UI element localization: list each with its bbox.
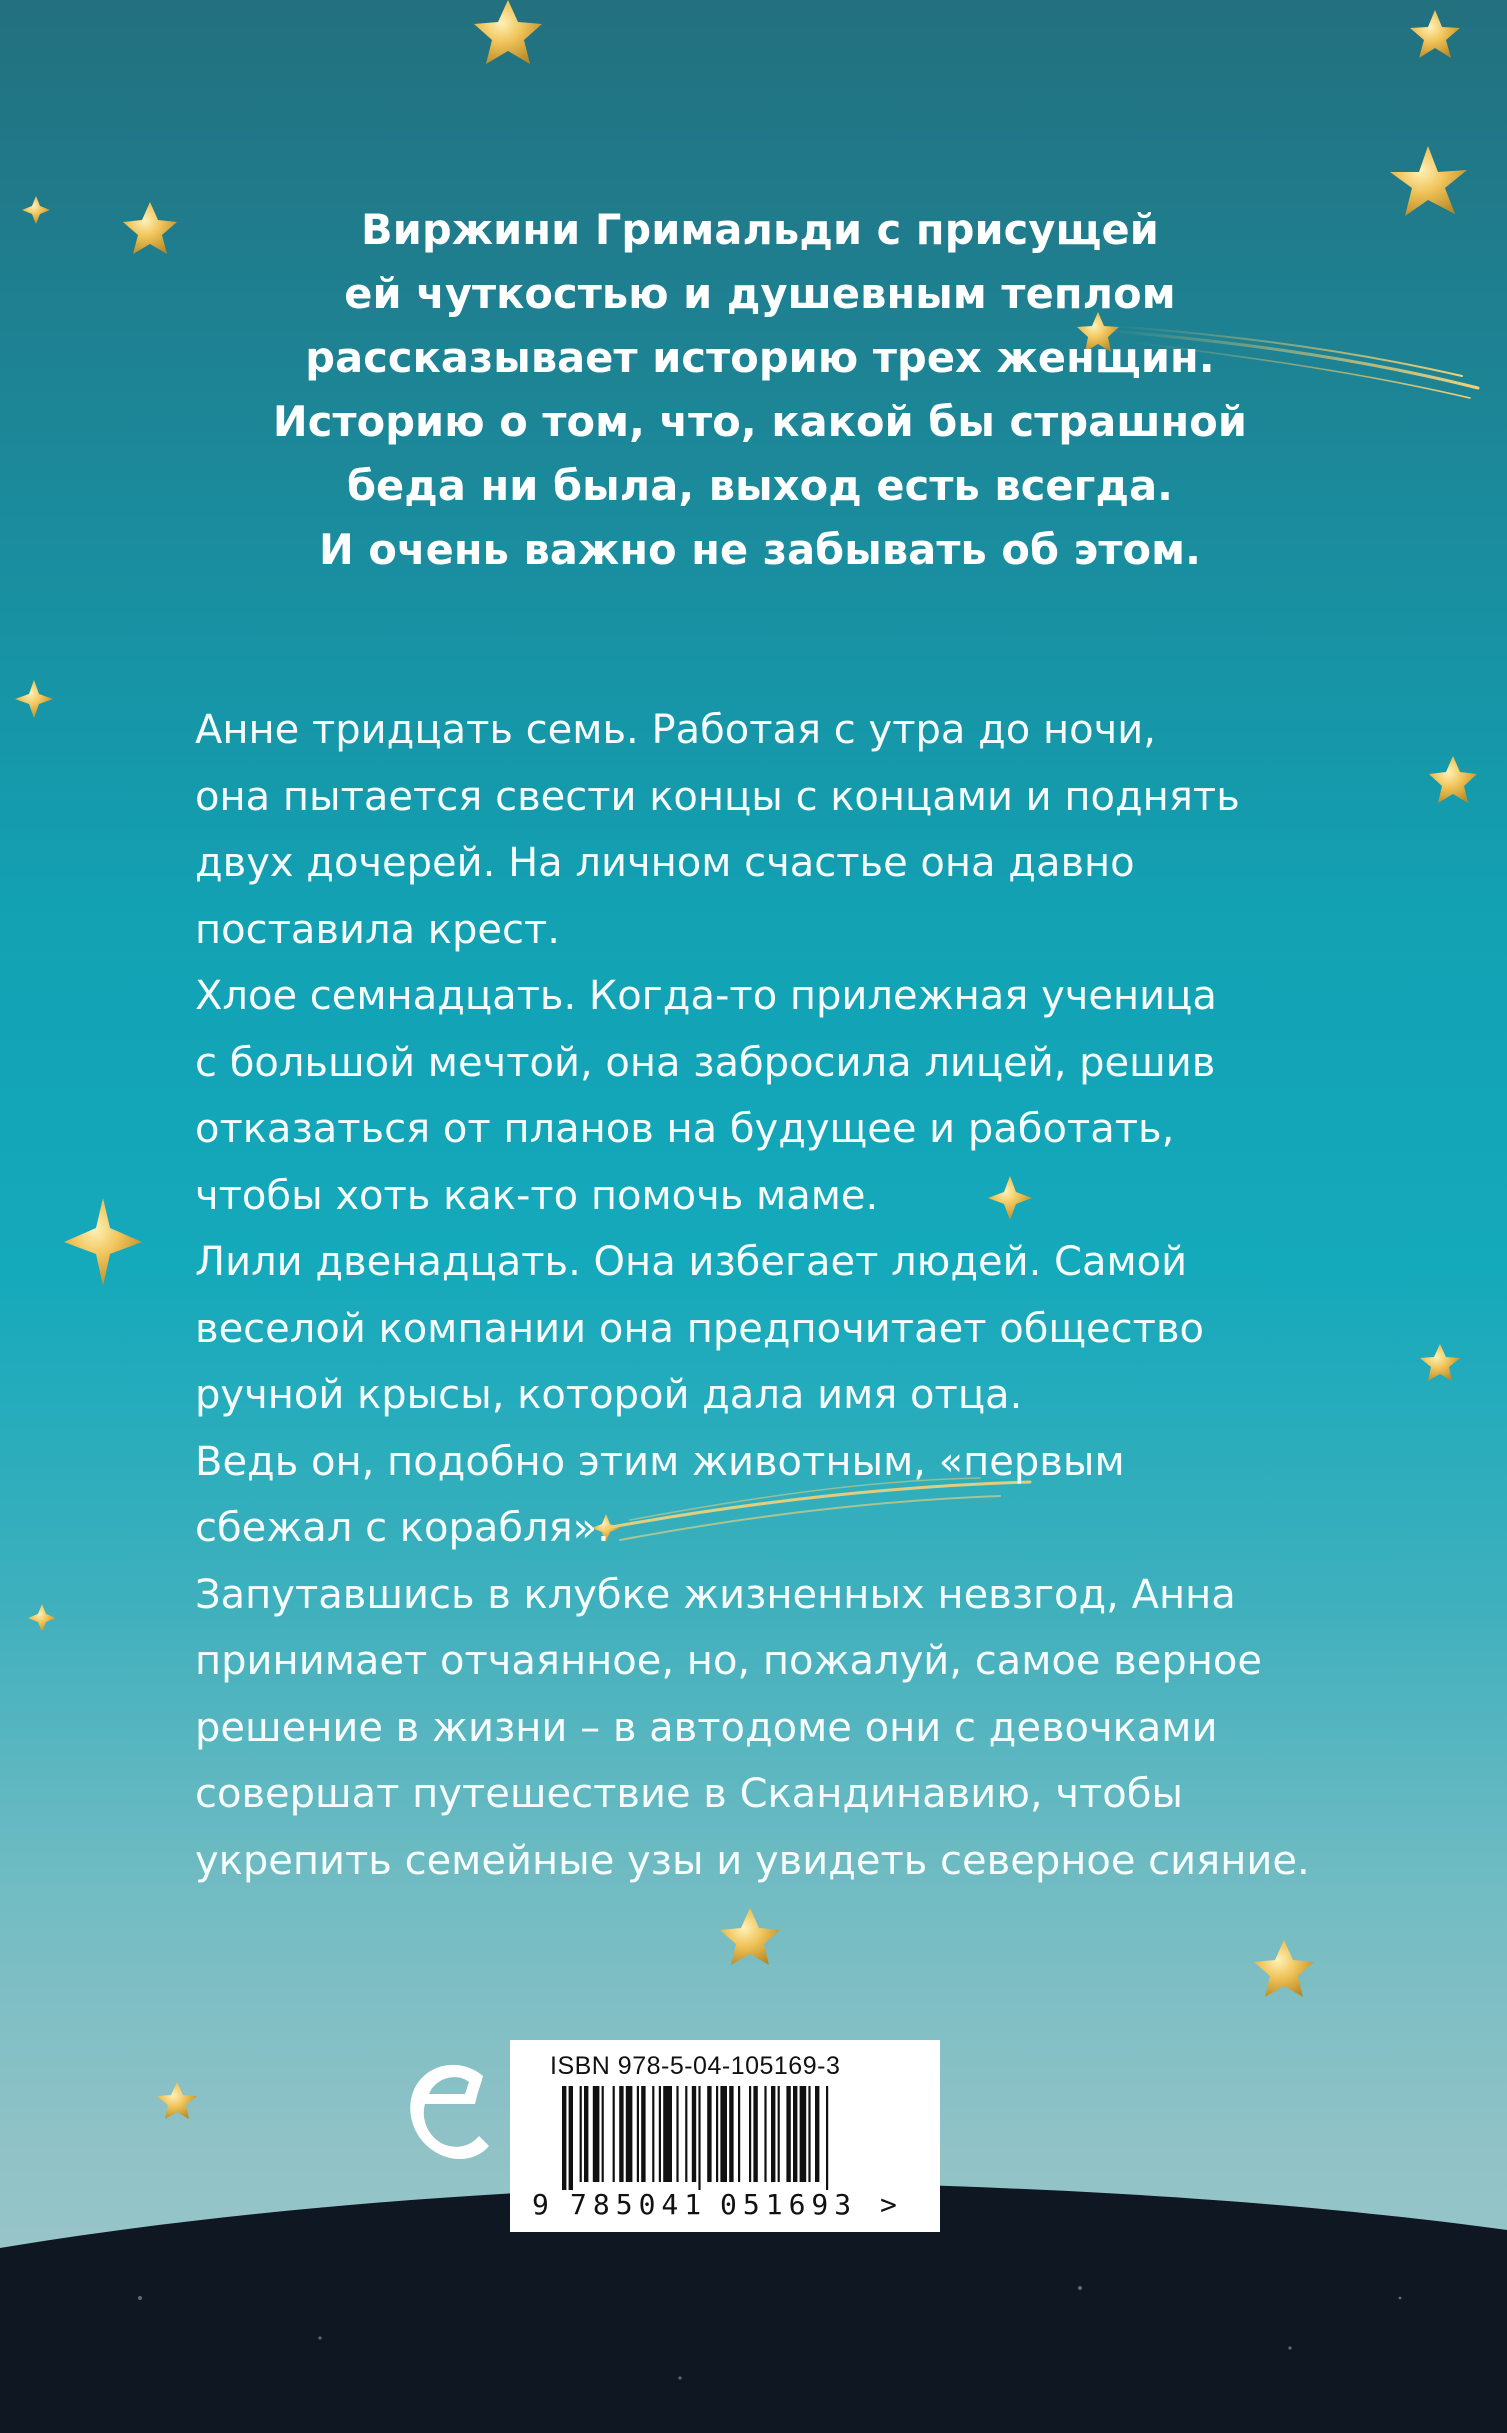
paragraph-chloe: Хлое семнадцать. Когда-то прилежная ученица с большой мечтой, она забросила лицей, решив отказаться от планов на будущее и работать, чтобы хоть как-то помочь маме. xyxy=(195,973,1217,1219)
isbn-label: ISBN 978-5-04-105169-3 xyxy=(550,2052,841,2080)
sparkle-icon xyxy=(28,1604,56,1632)
star-icon xyxy=(1420,1344,1460,1381)
paragraph-lily: Лили двенадцать. Она избегает людей. Самой веселой компании она предпочитает общество ручной крысы, которой дала имя отца. xyxy=(195,1239,1204,1418)
barcode-bars xyxy=(562,2086,888,2190)
tagline: Виржини Гримальди с присущей ей чуткостью и душевным теплом рассказывает историю трех женщин. Историю о том, что, какой бы страшной беда ни была, выход есть всегда. И очень важно не забывать об этом. xyxy=(272,205,1248,574)
star-icon xyxy=(1410,10,1460,58)
star-icon xyxy=(720,1908,780,1965)
star-icon xyxy=(157,2082,197,2119)
isbn-barcode xyxy=(510,2040,940,2232)
star-icon xyxy=(474,0,542,64)
sparkle-icon xyxy=(64,1198,142,1286)
eksmo-e-logo-icon xyxy=(405,2058,495,2168)
star-icon xyxy=(1390,146,1467,216)
book-description xyxy=(195,697,1355,1894)
sparkle-icon xyxy=(15,680,53,718)
paragraph-father: Ведь он, подобно этим животным, «первым сбежал с корабля». xyxy=(195,1438,1125,1551)
barcode-digits-left: 785041 xyxy=(570,2188,708,2221)
star-icon xyxy=(1429,756,1477,803)
barcode-digit-first: 9 xyxy=(532,2188,549,2221)
sparkle-icon xyxy=(22,196,50,224)
barcode-quiet-zone-mark: > xyxy=(880,2188,897,2221)
star-icon xyxy=(1254,1940,1314,1997)
barcode-digits-right: 051693 xyxy=(720,2188,858,2221)
paragraph-anna: Анне тридцать семь. Работая с утра до ночи, она пытается свести концы с концами и поднять двух дочерей. На личном счастье она давно поставила крест. xyxy=(195,707,1240,953)
paragraph-journey: Запутавшись в клубке жизненных невзгод, Анна принимает отчаянное, но, пожалуй, самое верное решение в жизни – в автодоме они с девочками совершат путешествие в Скандинавию, чтобы укрепить семейные узы и увидеть северное сияние. xyxy=(195,1571,1310,1884)
